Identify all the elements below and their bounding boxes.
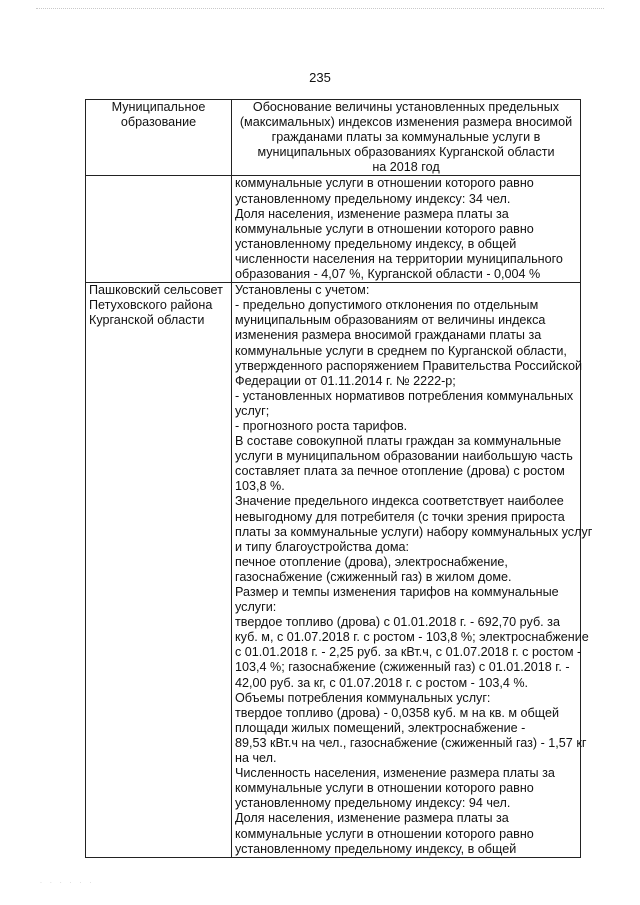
tariff-justification-table [85,99,593,858]
text-line: невыгодному для потребителя (с точки зрения прироста [235,509,565,524]
text-line: - установленных нормативов потребления коммунальных [235,388,574,403]
header-municipality [86,100,232,176]
municipality-cell-empty [86,176,232,283]
text-line: с 01.01.2018 г. - 2,25 руб. за кВт.ч, с 01.07.2018 г. с ростом - [235,645,582,660]
text-line: печное отопление (дрова), электроснабжение, [235,554,508,569]
municipality-line: Курганской области [89,313,205,328]
text-line: услуг; [235,403,270,418]
header-justification-line: на 2018 год [372,160,440,175]
table-header-row [86,100,581,176]
header-justification-line: муниципальных образованиях Курганской области [257,145,555,160]
text-line: 89,53 кВт.ч на чел., газоснабжение (сжиженный газ) - 1,57 кг [235,735,587,750]
text-line: Размер и темпы изменения тарифов на коммунальные [235,585,559,599]
text-line: Доля населения, изменение размера платы за [235,206,509,221]
header-justification [232,100,581,176]
text-line: платы за коммунальные услуги) набору коммунальных услуг [235,524,593,539]
text-line: В составе совокупной платы граждан за коммунальные [235,434,562,449]
header-justification-line: (максимальных) индексов изменения размера вносимой [239,115,573,130]
header-municipality-line: образование [120,115,197,130]
text-line: установленному предельному индексу, в общей [235,841,517,856]
text-line: - прогнозного роста тарифов. [235,418,408,433]
municipality-line: Петуховского района [89,298,213,313]
text-line: коммунальные услуги в отношении которого равно [235,221,534,236]
text-line: установленному предельному индексу: 94 чел. [235,796,511,811]
text-line: 103,8 %. [235,479,285,494]
header-justification-line: гражданами платы за коммунальные услуги в [271,130,541,145]
text-line: коммунальные услуги в среднем по Курганской области, [235,343,567,358]
text-line: коммунальные услуги в отношении которого равно [235,826,534,841]
table-row [86,283,581,858]
text-line: Установлены с учетом: [235,283,370,298]
scan-specks: . . . . . . [40,878,95,885]
justification-text-cell [232,283,593,858]
municipality-cell [86,283,232,858]
text-line: муниципальным образованиям от величины индекса [235,313,546,328]
text-line: изменения размера вносимой гражданами платы за [235,328,542,343]
text-line: - предельно допустимого отклонения по отдельным [235,298,539,313]
text-line: куб. м, с 01.07.2018 г. с ростом - 103,8 %; электроснабжение [235,630,589,645]
text-line: твердое топливо (дрова) - 0,0358 куб. м на кв. м общей [235,705,560,720]
text-line: услуги: [235,600,277,615]
text-line: на чел. [235,751,277,766]
text-line: численности населения на территории муниципального [235,251,563,266]
text-line: Объемы потребления коммунальных услуг: [235,690,491,705]
page-number: 235 [309,70,331,85]
text-line: коммунальные услуги в отношении которого равно [235,781,534,796]
text-line: коммунальные услуги в отношении которого равно [235,176,534,191]
text-line: установленному предельному индексу: 34 чел. [235,191,511,206]
text-line: Федерации от 01.11.2014 г. № 2222-р; [235,373,456,388]
text-line: и типу благоустройства дома: [235,539,410,554]
top-edge-rule [36,8,604,9]
text-line: 103,4 %; газоснабжение (сжиженный газ) с 01.01.2018 г. - [235,660,570,675]
municipality-line: Пашковский сельсовет [89,283,223,298]
text-line: Значение предельного индекса соответствует наиболее [235,494,564,509]
text-line: утвержденного распоряжением Правительства Российской [235,358,583,373]
continuation-text-cell [232,176,581,283]
header-justification-line: Обоснование величины установленных предельных [252,100,560,114]
text-line: площади жилых помещений, электроснабжение - [235,720,526,735]
header-municipality-line: Муниципальное [111,100,206,114]
text-line: образования - 4,07 %, Курганской области - 0,004 % [235,267,541,282]
table-row [86,176,581,283]
text-line: газоснабжение (сжиженный газ) в жилом доме. [235,569,512,584]
text-line: установленному предельному индексу, в общей [235,236,517,251]
text-line: составляет плата за печное отопление (дрова) с ростом [235,464,565,479]
text-line: Численность населения, изменение размера платы за [235,766,555,781]
text-line: твердое топливо (дрова) с 01.01.2018 г. - 692,70 руб. за [235,615,560,630]
text-line: 42,00 руб. за кг, с 01.07.2018 г. с ростом - 103,4 %. [235,675,529,690]
text-line: услуги в муниципальном образовании наибольшую часть [235,449,573,464]
text-line: Доля населения, изменение размера платы за [235,811,509,826]
